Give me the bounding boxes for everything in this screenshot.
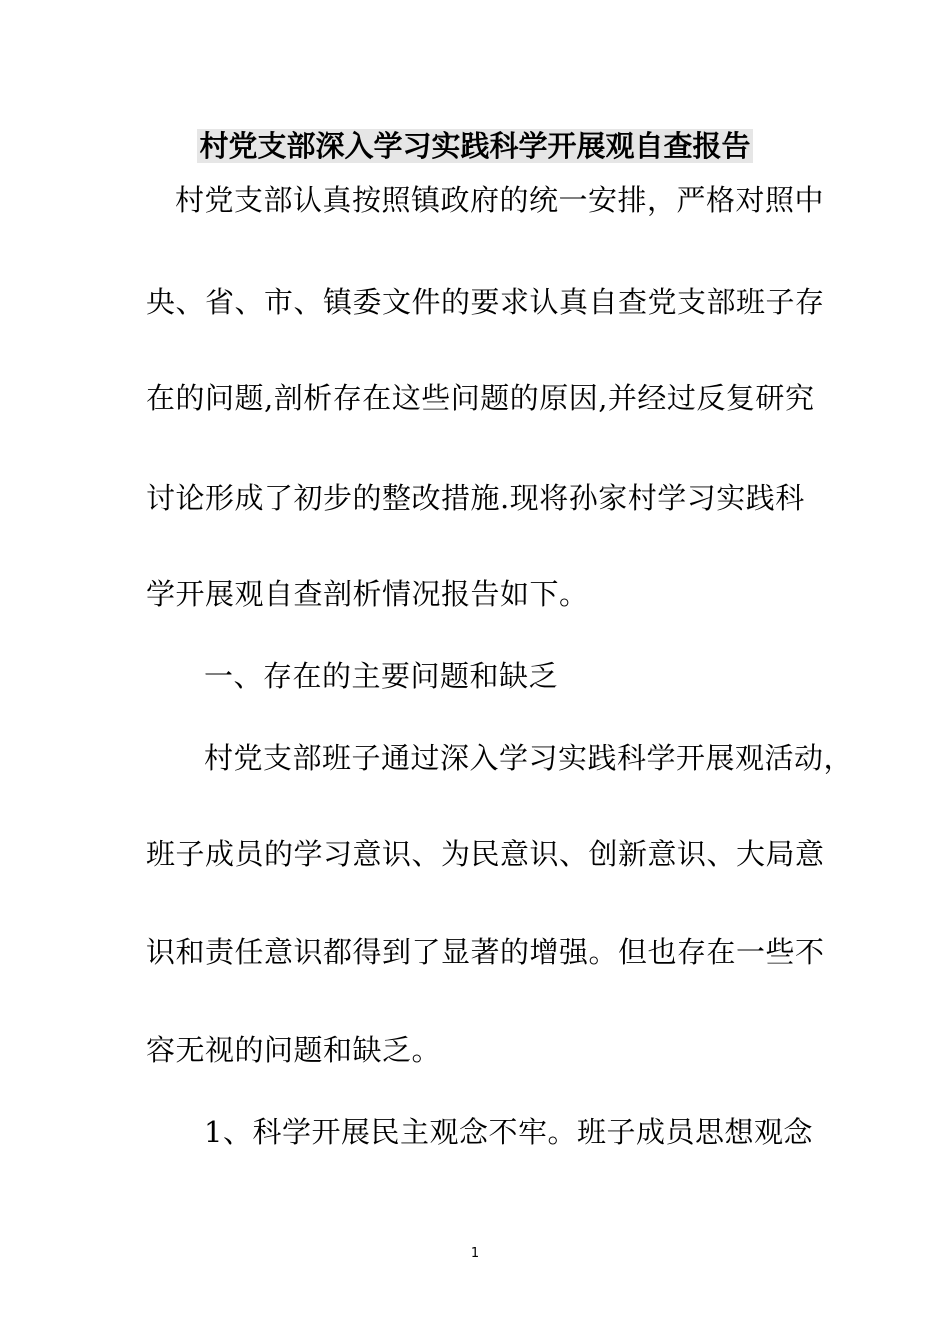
- document-title: [0, 126, 950, 166]
- paragraph-line: 村党支部认真按照镇政府的统一安排，严格对照中: [175, 183, 825, 217]
- paragraph-line: 村党支部班子通过深入学习实践科学开展观活动，: [204, 741, 854, 775]
- paragraph-line: 在的问题,剖析存在这些问题的原因,并经过反复研究: [146, 381, 815, 415]
- section-heading: 一、存在的主要问题和缺乏: [204, 659, 559, 693]
- paragraph-line: 班子成员的学习意识、为民意识、创新意识、大局意: [146, 837, 825, 871]
- numbered-item-line: 1、科学开展民主观念不牢。班子成员思想观念: [204, 1115, 813, 1149]
- paragraph-line: 讨论形成了初步的整改措施.现将孙家村学习实践科: [146, 481, 805, 515]
- paragraph-line: 识和责任意识都得到了显著的增强。但也存在一些不: [146, 935, 825, 969]
- paragraph-line: 容无视的问题和缺乏。: [146, 1033, 442, 1067]
- paragraph-line: 央、省、市、镇委文件的要求认真自查党支部班子存: [146, 285, 825, 319]
- page-number: 1: [470, 1246, 480, 1261]
- title-text: 村党支部深入学习实践科学开展观自查报告: [199, 129, 751, 163]
- paragraph-line: 学开展观自查剖析情况报告如下。: [146, 577, 589, 611]
